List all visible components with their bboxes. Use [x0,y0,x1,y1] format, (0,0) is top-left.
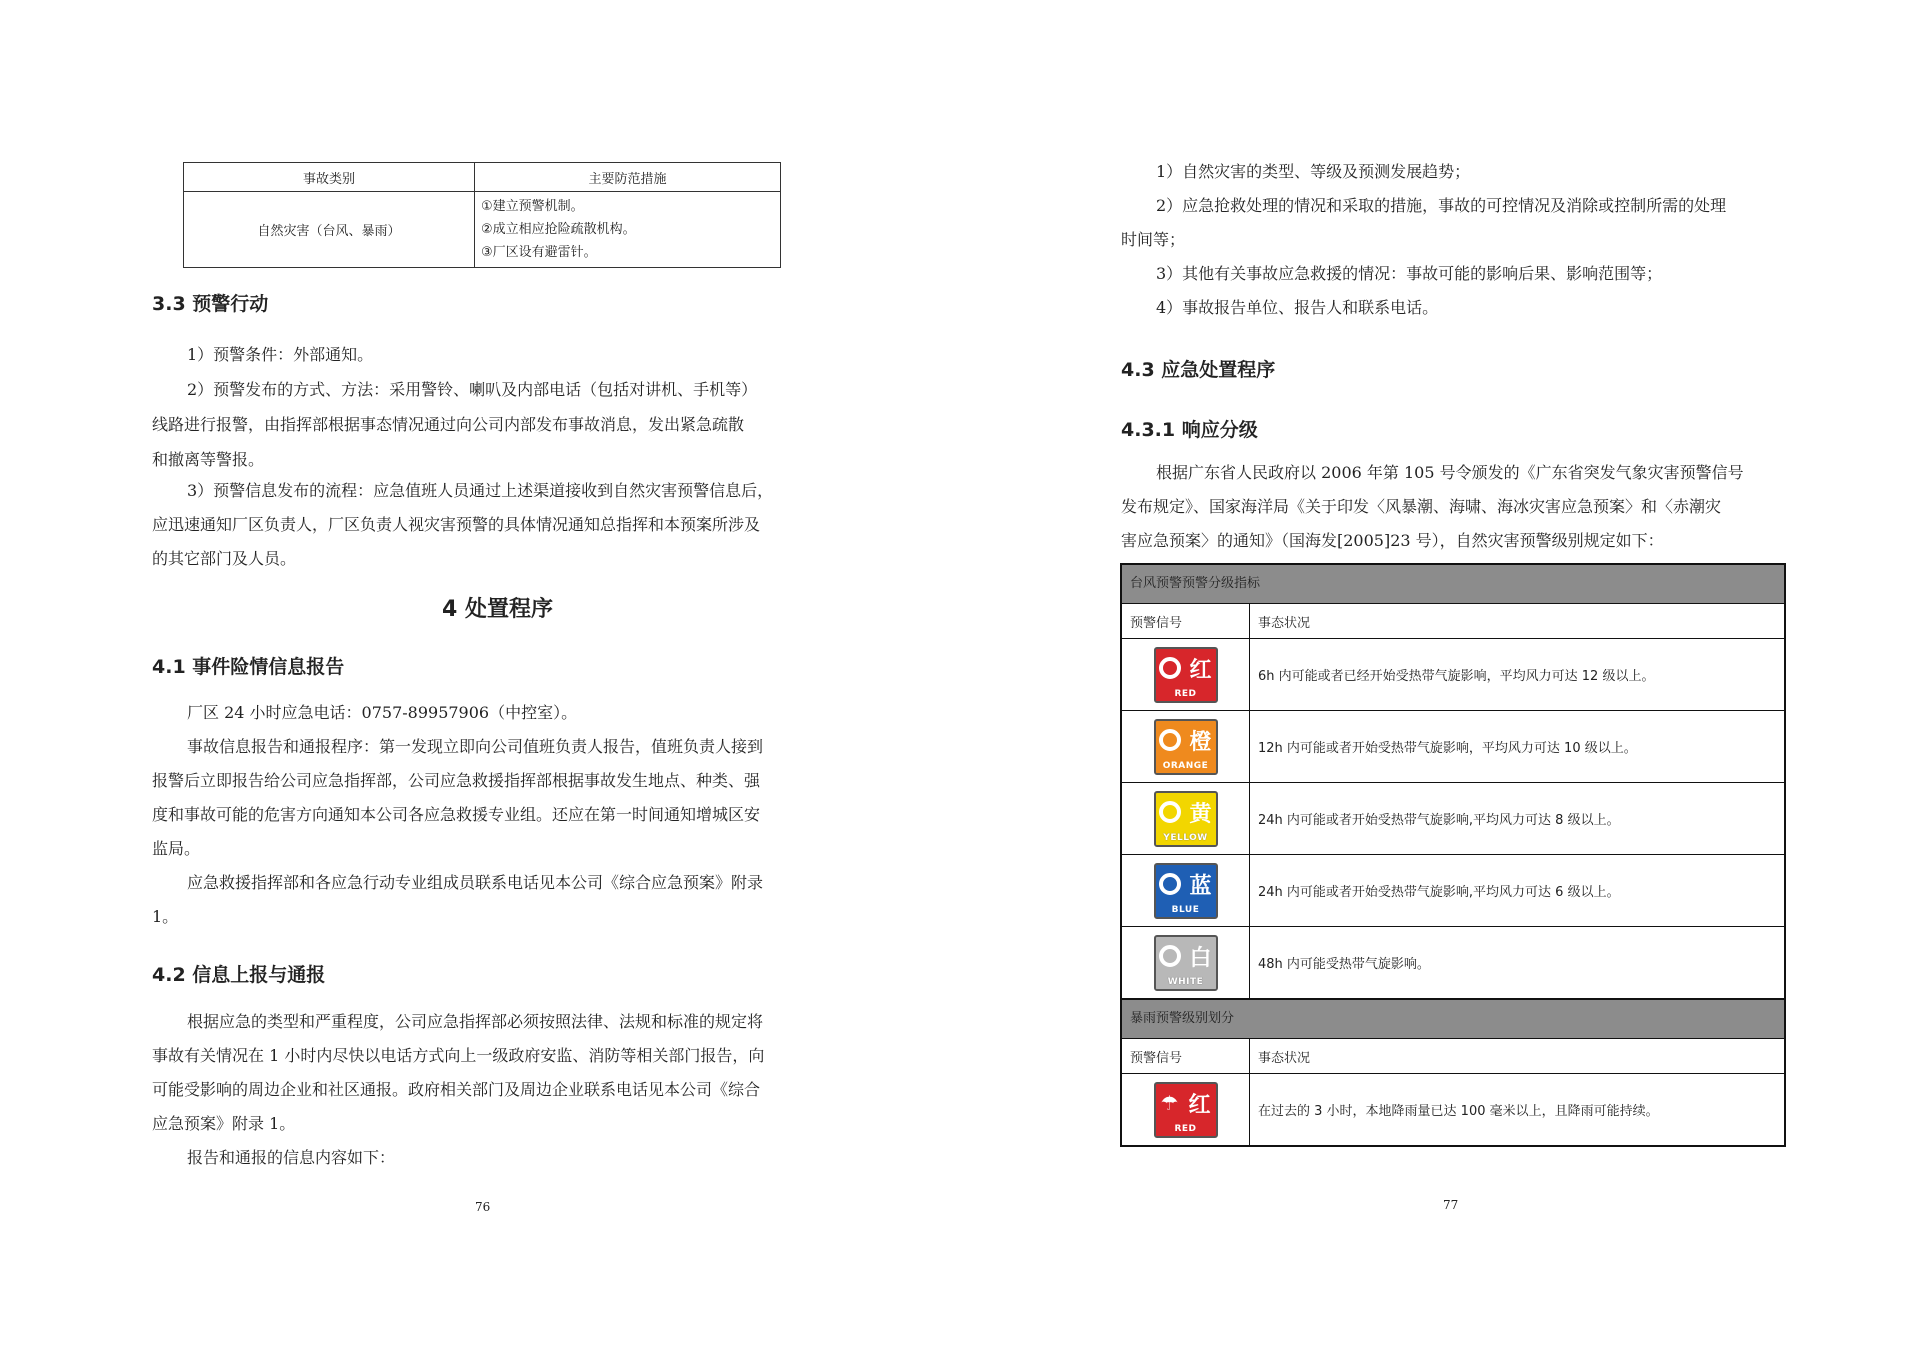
section-3-3-title: 3.3 预警行动 [152,293,269,315]
paragraph: 害应急预案〉的通知》（国海发[2005]23 号），自然灾害预警级别规定如下： [1121,531,1664,550]
signal-label: BLUE [1156,904,1216,917]
list-item: 3）其他有关事故应急救援的情况：事故可能的影响后果、影响范围等； [1156,264,1663,283]
signal-cell [1122,855,1250,926]
cyclone-icon [1159,945,1181,967]
col-status-header: 事态状况 [1258,615,1311,631]
paragraph: 报警后立即报告给公司应急指挥部，公司应急救援指挥部根据事故发生地点、种类、强 [152,771,761,790]
category-cell: 自然灾害（台风、暴雨） [184,192,475,268]
signal-cell [1122,927,1250,998]
measures-cell [475,192,781,268]
signal-character: 蓝 [1189,873,1212,899]
paragraph: 根据应急的类型和严重程度，公司应急指挥部必须按照法律、法规和标准的规定将 [187,1012,764,1031]
chapter-4-title: 4 处置程序 [442,597,553,622]
paragraph: 度和事故可能的危害方向通知本公司各应急救援专业组。还应在第一时间通知增城区安 [152,805,761,824]
paragraph: 报告和通报的信息内容如下： [187,1148,396,1167]
status-description: 24h 内可能或者开始受热带气旋影响,平均风力可达 6 级以上。 [1258,885,1620,900]
list-item: 1）自然灾害的类型、等级及预测发展趋势； [1156,162,1471,181]
list-item: 4）事故报告单位、报告人和联系电话。 [1156,298,1439,317]
paragraph: 事故有关情况在 1 小时内尽快以电话方式向上一级政府安监、消防等相关部门报告，向 [152,1046,765,1065]
page-number: 77 [1443,1198,1459,1212]
paragraph: 2）预警发布的方式、方法：采用警铃、喇叭及内部电话（包括对讲机、手机等） [187,380,758,399]
paragraph: 的其它部门及人员。 [152,549,297,568]
paragraph: 1）预警条件：外部通知。 [187,345,374,364]
typhoon-warning-icon [1154,719,1218,775]
rainstorm-rows [1122,1074,1784,1145]
cyclone-icon [1159,873,1181,895]
rainstorm-header-row [1122,1039,1784,1074]
col-signal-header: 预警信号 [1122,604,1250,638]
paragraph: 发布规定》、国家海洋局《关于印发〈风暴潮、海啸、海冰灾害应急预案〉和〈赤潮灾 [1121,497,1722,516]
cyclone-icon [1159,657,1181,679]
measure-item: ①建立预警机制。 [481,199,584,214]
table-header-row [184,163,781,192]
warning-row [1122,1074,1784,1145]
typhoon-header-row [1122,604,1784,639]
warning-row [1122,855,1784,927]
status-description: 24h 内可能或者开始受热带气旋影响,平均风力可达 8 级以上。 [1258,813,1620,828]
status-description: 48h 内可能受热带气旋影响。 [1258,957,1430,972]
rainstorm-warning-icon [1154,1082,1218,1138]
warning-row [1122,711,1784,783]
col-signal-header: 预警信号 [1122,1039,1250,1073]
paragraph: 可能受影响的周边企业和社区通报。政府相关部门及周边企业联系电话见本公司《综合 [152,1080,761,1099]
paragraph: 根据广东省人民政府以 2006 年第 105 号令颁发的《广东省突发气象灾害预警信号 [1156,463,1744,482]
paragraph: 和撤离等警报。 [152,450,265,469]
paragraph: 应急预案》附录 1。 [152,1114,296,1133]
status-description: 12h 内可能或者开始受热带气旋影响，平均风力可达 10 级以上。 [1258,741,1637,756]
section-4-3-title: 4.3 应急处置程序 [1121,359,1276,381]
signal-label: YELLOW [1156,832,1216,845]
paragraph: 应急救援指挥部和各应急行动专业组成员联系电话见本公司《综合应急预案》附录 [187,873,764,892]
typhoon-warning-icon [1154,791,1218,847]
signal-label: ORANGE [1156,760,1216,773]
table-row [184,192,781,268]
page-number: 76 [475,1200,491,1214]
signal-label: RED [1156,688,1216,701]
warning-row [1122,927,1784,998]
section-4-3-1-title: 4.3.1 响应分级 [1121,419,1258,441]
signal-cell [1122,639,1250,710]
paragraph: 1。 [152,907,179,926]
paragraph: 事故信息报告和通报程序：第一发现立即向公司值班负责人报告，值班负责人接到 [187,737,764,756]
section-4-2-title: 4.2 信息上报与通报 [152,964,326,986]
header-category: 事故类别 [184,163,475,192]
signal-character: 黄 [1189,801,1212,827]
paragraph: 应迅速通知厂区负责人，厂区负责人视灾害预警的具体情况通知总指挥和本预案所涉及 [152,515,761,534]
warning-row [1122,639,1784,711]
status-description: 6h 内可能或者已经开始受热带气旋影响，平均风力可达 12 级以上。 [1258,669,1655,684]
rainstorm-table-title: 暴雨预警级别划分 [1122,998,1784,1039]
typhoon-rows [1122,639,1784,998]
typhoon-table-title: 台风预警预警分级指标 [1122,565,1784,604]
signal-cell [1122,1074,1250,1145]
cyclone-icon [1159,729,1181,751]
section-4-1-title: 4.1 事件险情信息报告 [152,656,345,678]
measure-item: ②成立相应抢险疏散机构。 [481,222,636,237]
signal-cell [1122,711,1250,782]
cyclone-icon [1159,801,1181,823]
paragraph: 3）预警信息发布的流程：应急值班人员通过上述渠道接收到自然灾害预警信息后， [187,481,774,500]
signal-cell [1122,783,1250,854]
signal-character: 红 [1188,1092,1211,1118]
list-item: 2）应急抢救处理的情况和采取的措施，事故的可控情况及消除或控制所需的处理 [1156,196,1727,215]
warning-row [1122,783,1784,855]
status-description: 在过去的 3 小时，本地降雨量已达 100 毫米以上，且降雨可能持续。 [1258,1104,1659,1119]
measure-item: ③厂区设有避雷针。 [481,245,597,260]
signal-character: 红 [1189,657,1212,683]
emergency-phone-line: 厂区 24 小时应急电话：0757-89957906（中控室）。 [187,703,578,722]
signal-character: 白 [1189,945,1212,971]
list-item: 时间等； [1121,230,1186,249]
paragraph: 监局。 [152,839,201,858]
typhoon-warning-icon [1154,647,1218,703]
col-status-header: 事态状况 [1258,1050,1311,1066]
rain-cloud-icon: ☂ [1160,1091,1179,1115]
signal-label: RED [1156,1123,1216,1136]
paragraph: 线路进行报警，由指挥部根据事态情况通过向公司内部发布事故消息，发出紧急疏散 [152,415,745,434]
accident-prevention-table [183,162,781,268]
header-measures: 主要防范措施 [475,163,781,192]
signal-label: WHITE [1156,976,1216,989]
typhoon-warning-icon [1154,935,1218,991]
signal-character: 橙 [1189,729,1212,755]
warning-level-table [1120,563,1786,1147]
typhoon-warning-icon [1154,863,1218,919]
